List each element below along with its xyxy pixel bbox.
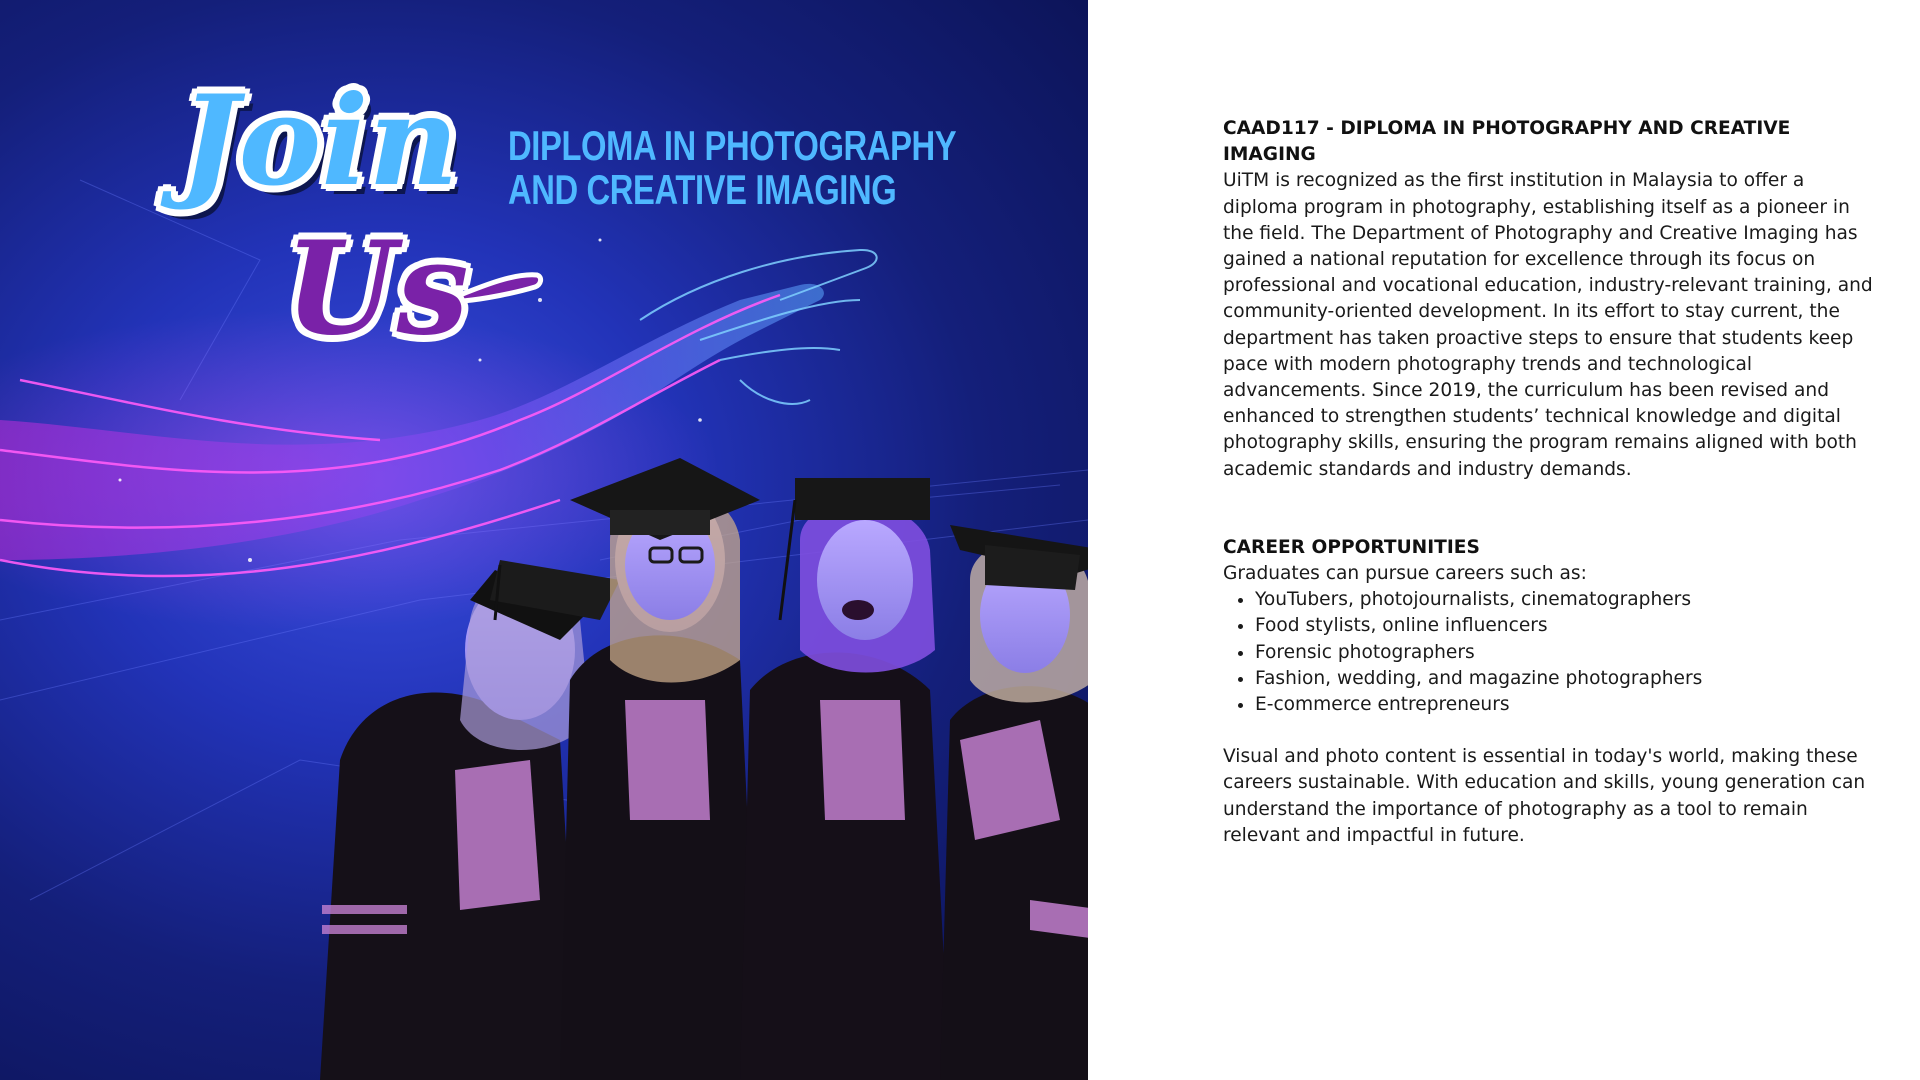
program-description: UiTM is recognized as the first institution in Malaysia to offer a diploma program in photography, establishing itself as a pioneer in the field. The Department of Photography and Creative Imaging has gained a national reputation for excellence through its focus on professional and vocational education, industry-relevant training, and community-oriented development. In its effort to stay current, the department has taken proactive steps to ensure that students keep pace with modern photography trends and technological advancements. Since 2019, the curriculum has been revised and enhanced to strengthen students’ technical knowledge and digital photography skills, ensuring the program remains aligned with both academic standards and industry demands. xyxy=(1223,170,1873,480)
careers-closing: Visual and photo content is essential in today's world, making these careers sustainable. With education and skills, young generation can understand the importance of photography as a tool to remain relevant and impactful in future. xyxy=(1223,746,1866,846)
list-item: • E-commerce entrepreneurs xyxy=(1255,692,1883,718)
list-item: • Forensic photographers xyxy=(1255,640,1883,666)
program-heading xyxy=(508,124,956,212)
join-text: Join xyxy=(180,69,459,214)
join-us-logo xyxy=(180,69,459,214)
section-spacer xyxy=(1223,718,1883,744)
program-title: CAAD117 - DIPLOMA IN PHOTOGRAPHY AND CREATIVE IMAGING xyxy=(1223,118,1791,166)
program-heading-line2: AND CREATIVE IMAGING xyxy=(508,166,897,213)
careers-title: CAREER OPPORTUNITIES xyxy=(1223,536,1480,558)
us-swash-decoration xyxy=(455,255,545,315)
us-text: Us xyxy=(285,214,469,364)
list-item: • Food stylists, online influencers xyxy=(1255,613,1883,639)
section-spacer xyxy=(1223,483,1883,535)
list-item: • Fashion, wedding, and magazine photographers xyxy=(1255,666,1883,692)
careers-intro: Graduates can pursue careers such as: xyxy=(1223,563,1587,585)
careers-list xyxy=(1223,587,1883,718)
list-item: • YouTubers, photojournalists, cinematographers xyxy=(1255,587,1883,613)
program-heading-line1: DIPLOMA IN PHOTOGRAPHY xyxy=(508,122,957,169)
program-info xyxy=(1223,116,1883,849)
